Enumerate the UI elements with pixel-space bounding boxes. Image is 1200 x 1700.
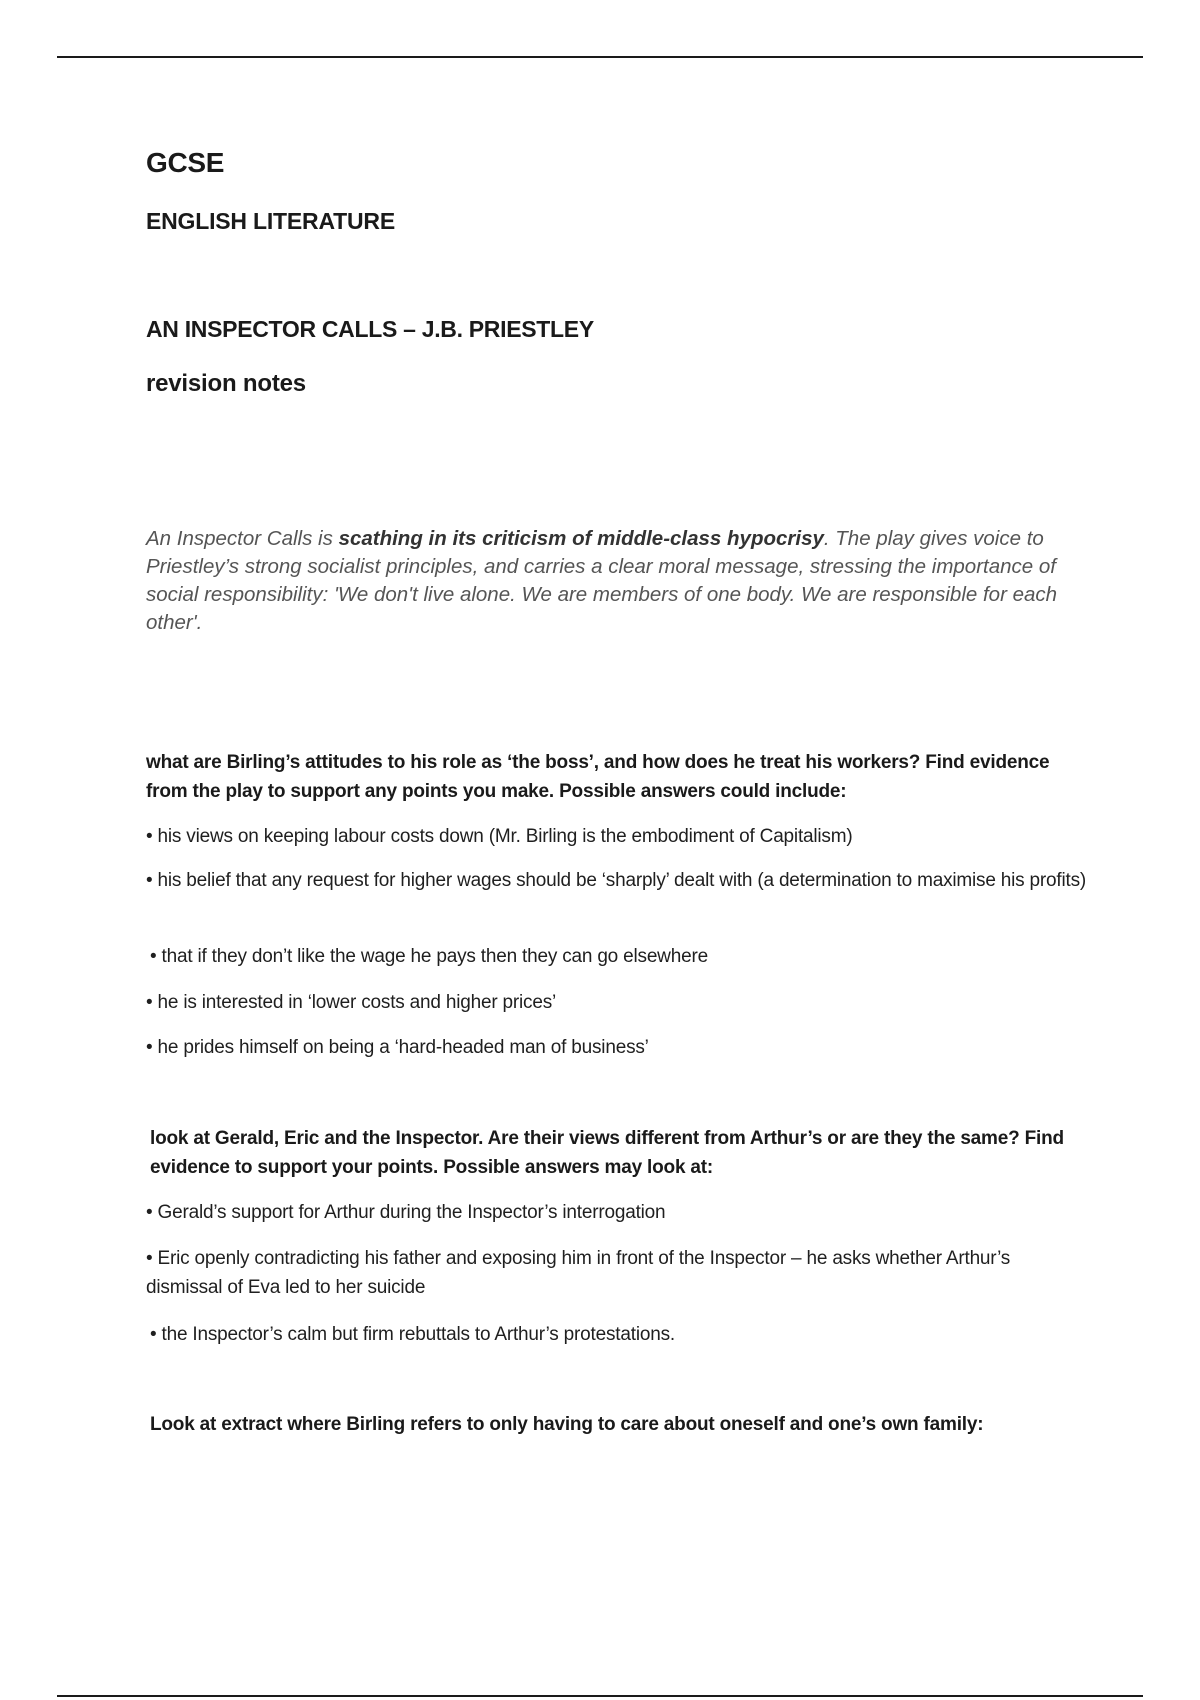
intro-paragraph [146,525,1086,637]
list-item: • that if they don’t like the wage he pays then they can go elsewhere [150,946,708,967]
list-item: • he prides himself on being a ‘hard-headed man of business’ [146,1037,649,1058]
exam-level: GCSE [146,147,225,178]
list-item: • the Inspector’s calm but firm rebuttals to Arthur’s protestations. [150,1324,675,1345]
intro-rest: . The play gives voice to Priestley’s strong socialist principles, and carries a clear moral message, stressing the importance of social responsibility: 'We don't live alone. We are members of one body. We are responsible for each other'. [146,527,1058,634]
intro-lead: An Inspector Calls is [146,527,339,550]
bottom-rule [57,1695,1143,1697]
list-item: • he is interested in ‘lower costs and higher prices’ [146,992,557,1013]
subject-title: ENGLISH LITERATURE [146,208,395,234]
list-item: • Gerald’s support for Arthur during the Inspector’s interrogation [146,1202,666,1223]
intro-emphasis: scathing in its criticism of middle-class hypocrisy [338,527,824,550]
list-item: • his views on keeping labour costs down (Mr. Birling is the embodiment of Capitalism) [146,826,853,847]
top-rule [57,56,1143,58]
play-title: AN INSPECTOR CALLS – J.B. PRIESTLEY [146,316,594,342]
document-type: revision notes [146,370,306,397]
question-3: Look at extract where Birling refers to only having to care about oneself and one’s own family: [150,1414,984,1435]
list-item: • his belief that any request for higher wages should be ‘sharply’ dealt with (a determination to maximise his profits) [146,870,1087,891]
question-2: look at Gerald, Eric and the Inspector. Are their views different from Arthur’s or are they the same? Find evidence to support your points. Possible answers may look at: [150,1128,1064,1178]
question-1: what are Birling’s attitudes to his role as ‘the boss’, and how does he treat his workers? Find evidence from the play to support any points you make. Possible answers could include: [146,752,1050,802]
list-item: • Eric openly contradicting his father and exposing him in front of the Inspector – he asks whether Arthur’s dismissal of Eva led to her suicide [146,1248,1011,1298]
